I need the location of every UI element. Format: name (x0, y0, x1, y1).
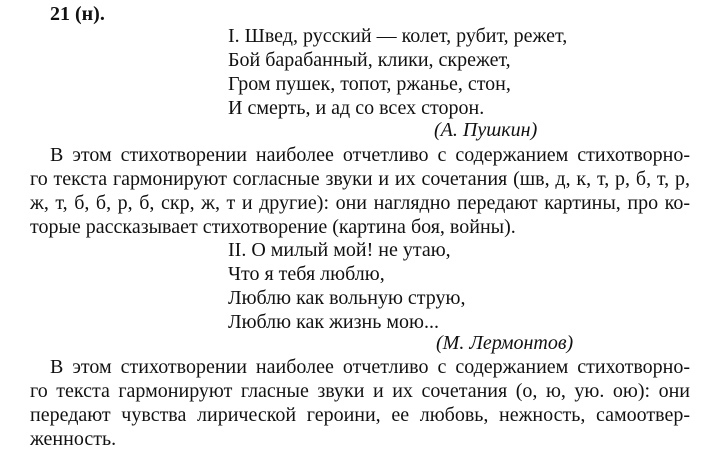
paragraph1-line-3: ж, т, б, б, р, б, скр, ж, т и другие): они наглядно передают картины, про ко- (30, 192, 690, 214)
poem2-line-2: Что я тебя люблю, (228, 263, 385, 285)
poem2-attribution: (М. Лермонтов) (436, 332, 574, 354)
paragraph2-line-1: В этом стихотворении наиболее отчетливо с содержанием стихотворно- (50, 356, 690, 378)
poem1-attribution: (А. Пушкин) (434, 119, 538, 141)
poem2-line-4: Люблю как жизнь мою... (228, 311, 439, 333)
paragraph2-line-4: женность. (30, 428, 117, 450)
paragraph2-line-3: передают чувства лирической героини, ее любовь, нежность, самоотвер- (30, 404, 690, 426)
paragraph2-line-2: го текста гармонируют гласные звуки и их сочетания (о, ю, ую. ою): они (30, 380, 690, 402)
exercise-number: 21 (н). (50, 3, 105, 25)
poem1-line-1: I. Швед, русский — колет, рубит, режет, (228, 25, 568, 47)
poem2-line-3: Люблю как вольную струю, (228, 287, 466, 309)
poem1-line-4: И смерть, и ад со всех сторон. (228, 97, 485, 119)
paragraph1-line-2: го текста гармонируют согласные звуки и их сочетания (шв, д, к, т, р, б, т, р, (30, 168, 690, 190)
paragraph1-line-1: В этом стихотворении наиболее отчетливо с содержанием стихотворно- (50, 144, 690, 166)
poem1-line-3: Гром пушек, топот, ржанье, стон, (228, 73, 511, 95)
poem1-line-2: Бой барабанный, клики, скрежет, (228, 49, 511, 71)
paragraph1-line-4: торые рассказывает стихотворение (картина боя, войны). (30, 216, 516, 238)
poem2-line-1: II. О милый мой! не утаю, (228, 239, 451, 261)
